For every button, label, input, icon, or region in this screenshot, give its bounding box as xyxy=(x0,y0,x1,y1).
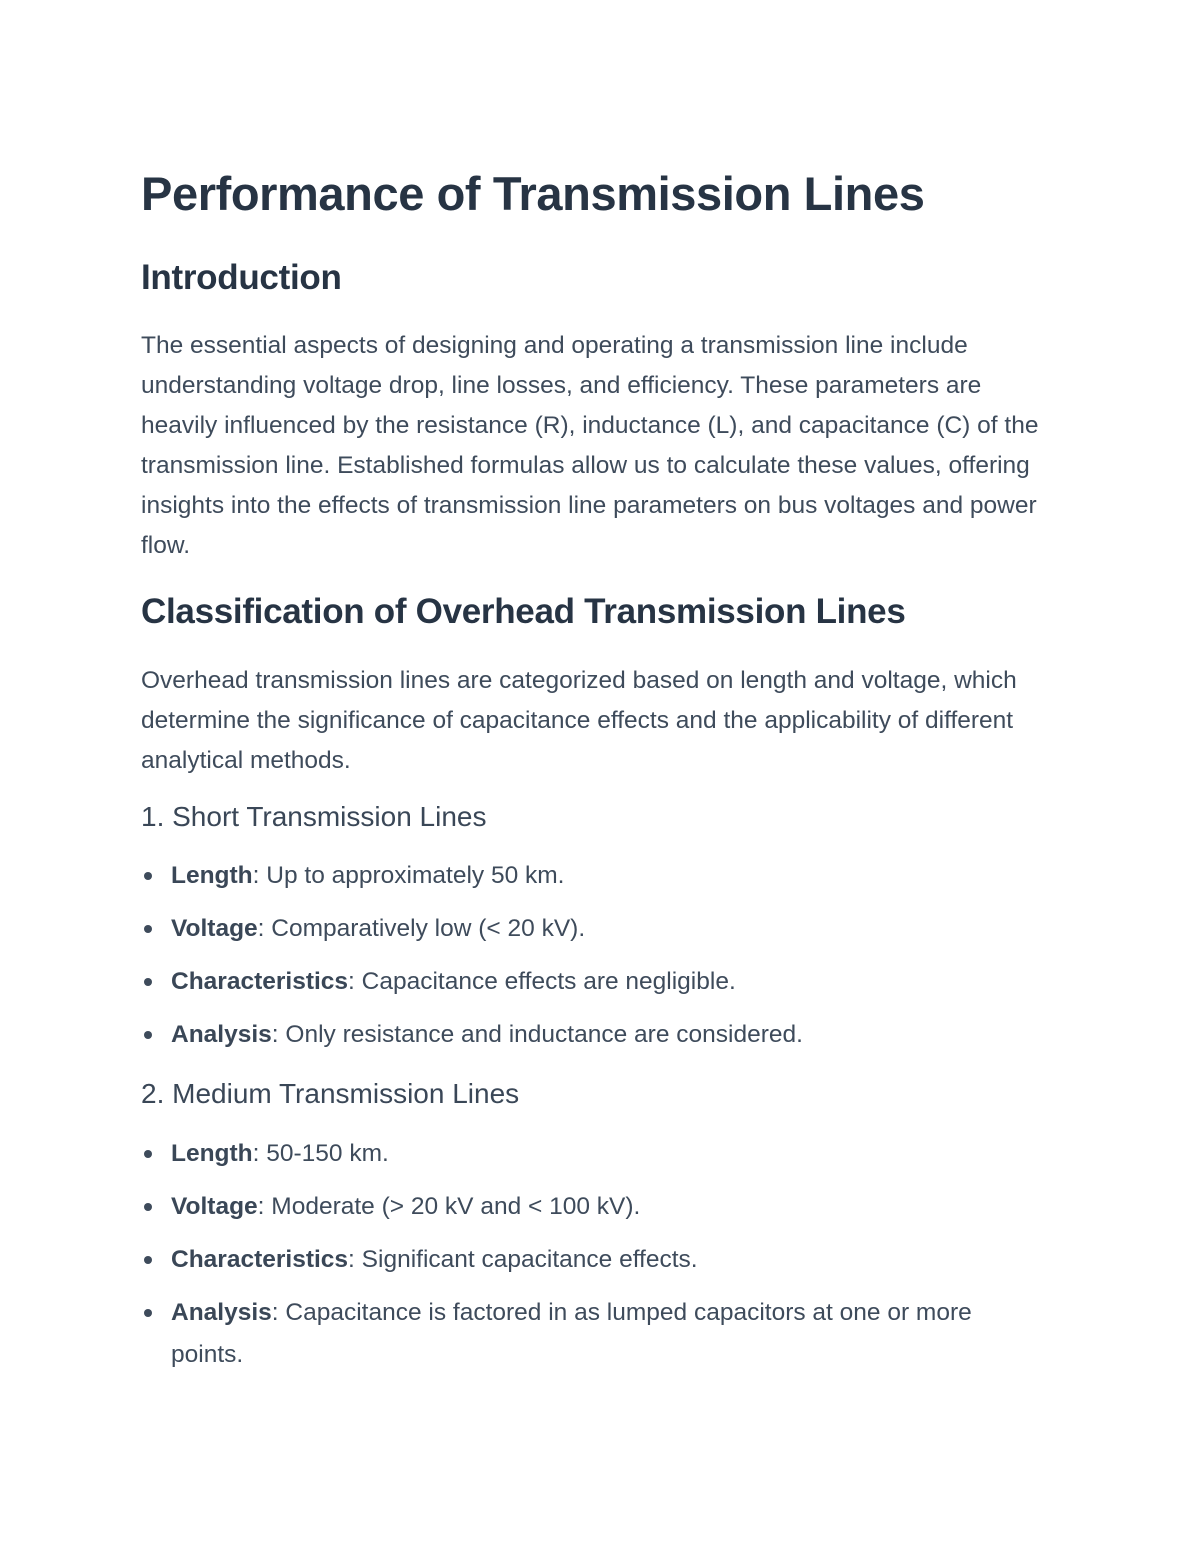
bullet-icon xyxy=(144,1309,152,1317)
bullet-icon xyxy=(144,872,152,880)
list-item xyxy=(141,1014,1041,1056)
list-item xyxy=(141,1292,1021,1376)
bullet-icon xyxy=(144,925,152,933)
item-text: : Significant capacitance effects. xyxy=(348,1246,698,1273)
item-text: : Comparatively low (< 20 kV). xyxy=(257,915,586,942)
item-text: : Up to approximately 50 km. xyxy=(252,862,565,889)
item-text: : Only resistance and inductance are considered. xyxy=(271,1021,803,1048)
bullet-icon xyxy=(144,1031,152,1039)
list-item xyxy=(141,1133,1021,1175)
item-label: Voltage xyxy=(171,1193,258,1220)
introduction-heading: Introduction xyxy=(141,258,342,297)
item-label: Characteristics xyxy=(171,968,349,995)
list-item xyxy=(141,961,1041,1003)
item-label: Length xyxy=(171,1140,253,1167)
list-item xyxy=(141,855,1041,897)
page-title: Performance of Transmission Lines xyxy=(141,167,925,220)
list-item xyxy=(141,908,1041,950)
item-text: : Capacitance is factored in as lumped capacitors at one or more points. xyxy=(171,1299,972,1368)
item-label: Analysis xyxy=(171,1299,272,1326)
list-item xyxy=(141,1186,1021,1228)
item-text: : Moderate (> 20 kV and < 100 kV). xyxy=(257,1193,641,1220)
list-item xyxy=(141,1239,1021,1281)
introduction-paragraph: The essential aspects of designing and operating a transmission line include understanding voltage drop, line losses, and efficiency. These parameters are heavily influenced by the resistance (R), inductance (L), and capacitance (C) of the transmission line. Established formulas allow us to calculate these values, offering insights into the effects of transmission line parameters on bus voltages and power flow. xyxy=(141,332,1039,559)
short-lines-list xyxy=(141,855,1041,1067)
item-label: Length xyxy=(171,862,253,889)
bullet-icon xyxy=(144,1150,152,1158)
medium-lines-heading: 2. Medium Transmission Lines xyxy=(141,1078,520,1109)
item-text: : 50-150 km. xyxy=(252,1140,389,1167)
bullet-icon xyxy=(144,1203,152,1211)
bullet-icon xyxy=(144,978,152,986)
classification-heading: Classification of Overhead Transmission Lines xyxy=(141,592,906,631)
item-label: Analysis xyxy=(171,1021,272,1048)
item-text: : Capacitance effects are negligible. xyxy=(348,968,736,995)
bullet-icon xyxy=(144,1256,152,1264)
item-label: Voltage xyxy=(171,915,258,942)
medium-lines-list xyxy=(141,1133,1021,1387)
item-label: Characteristics xyxy=(171,1246,349,1273)
short-lines-heading: 1. Short Transmission Lines xyxy=(141,801,487,832)
classification-paragraph: Overhead transmission lines are categorized based on length and voltage, which determine the significance of capacitance effects and the applicability of different analytical methods. xyxy=(141,667,1017,774)
